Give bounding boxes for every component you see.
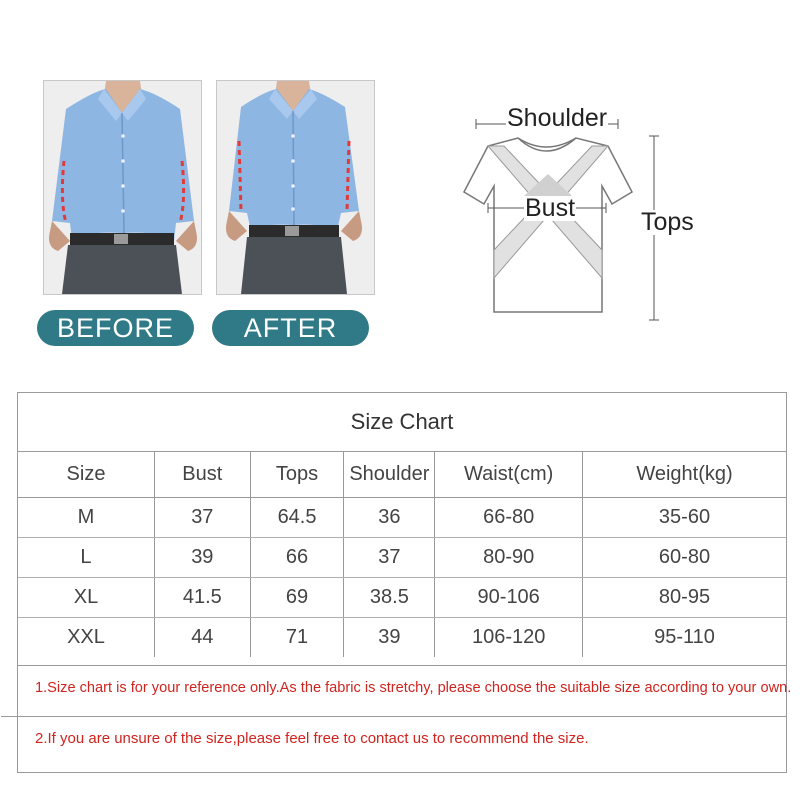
cell-shoulder: 37: [344, 538, 435, 578]
cell-shoulder: 39: [344, 618, 435, 658]
cell-weight: 80-95: [583, 578, 786, 618]
tops-label: Tops: [641, 208, 694, 236]
shirt-after-illustration: [217, 81, 374, 294]
cell-shoulder: 38.5: [344, 578, 435, 618]
cell-weight: 35-60: [583, 498, 786, 538]
cell-waist: 106-120: [435, 618, 583, 658]
cell-tops: 66: [250, 538, 344, 578]
notes-divider: [1, 716, 786, 717]
cell-weight: 95-110: [583, 618, 786, 658]
table-row: [18, 498, 786, 538]
table-row: [18, 618, 786, 658]
after-photo: [216, 80, 375, 295]
before-label: BEFORE: [37, 310, 194, 346]
note-contact-us: 2.If you are unsure of the size,please feel free to contact us to recommend the size.: [35, 730, 589, 747]
after-label: AFTER: [212, 310, 369, 346]
cell-waist: 80-90: [435, 538, 583, 578]
cell-waist: 90-106: [435, 578, 583, 618]
notes-section: [18, 665, 792, 773]
note-reference-only: 1.Size chart is for your reference only.As the fabric is stretchy, please choose the suitable size according to your own.: [35, 680, 792, 696]
cell-shoulder: 36: [344, 498, 435, 538]
cell-tops: 69: [250, 578, 344, 618]
table-row: [18, 538, 786, 578]
cell-weight: 60-80: [583, 538, 786, 578]
bust-label: Bust: [525, 194, 576, 222]
size-table: [18, 451, 786, 657]
cell-size: XXL: [67, 626, 105, 648]
cell-size: L: [18, 538, 154, 578]
cell-bust: 37: [154, 498, 250, 538]
cell-bust: 41.5: [154, 578, 250, 618]
cell-tops: 64.5: [250, 498, 344, 538]
header-size: Size: [18, 451, 154, 498]
cell-waist: 66-80: [435, 498, 583, 538]
shoulder-label: Shoulder: [507, 104, 608, 132]
table-header-row: [18, 451, 786, 498]
header-tops: Tops: [250, 451, 344, 498]
cell-tops: 71: [250, 618, 344, 658]
size-chart: [17, 392, 792, 773]
cell-size: XL: [18, 578, 154, 618]
before-photo: [43, 80, 202, 295]
header-bust: Bust: [154, 451, 250, 498]
header-waist: Waist(cm): [435, 451, 583, 498]
header-weight: Weight(kg): [583, 451, 786, 498]
cell-bust: 39: [154, 538, 250, 578]
table-row: [18, 578, 786, 618]
header-shoulder: Shoulder: [344, 451, 435, 498]
size-chart-title: Size Chart: [18, 393, 786, 452]
cell-bust: 44: [154, 618, 250, 658]
shirt-before-illustration: [44, 81, 201, 294]
cell-size: M: [18, 498, 154, 538]
measurement-diagram: [458, 100, 698, 330]
